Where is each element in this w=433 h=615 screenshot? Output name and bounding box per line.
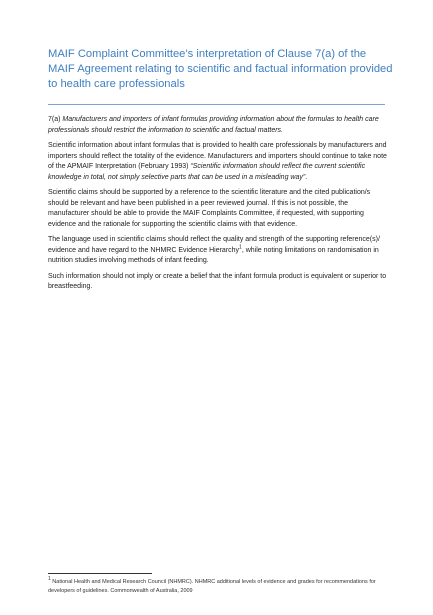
- paragraph-totality-text: Scientific information about infant formulas that is provided to health care professionals by manufacturers and importers should reflect the totality of the evidence. Manufacturers and importers should continue to take note of the APMAIF Interpretation (February 1993): [48, 142, 387, 170]
- document-body: [48, 115, 388, 298]
- clause-number: 7(a): [48, 116, 63, 123]
- paragraph-totality-end: .: [305, 173, 308, 181]
- footnote-text: National Health and Medical Research Council (NHMRC). NHMRC additional levels of evidence and grades for recommendations for developers of guidelines. Commonwealth of Australia, 2009: [48, 579, 376, 594]
- footnote-divider: [48, 573, 152, 574]
- footnote-reference[interactable]: 1: [239, 244, 242, 251]
- paragraph-claims: Scientific claims should be supported by a reference to the scientific literature and the cited publication/s should be relevant and have been published in a peer reviewed journal. If this is not possible, the manufacturer should be able to provide the MAIF Complaints Committee, if requested, with supporting evidence and the rationale for supporting the scientific claims with that evidence.: [48, 189, 371, 228]
- clause-paragraph: [48, 115, 388, 136]
- apmaif-quote: “Scientific information should reflect the current scientific knowledge in total, not simply selective parts that can be used in a misleading way”: [48, 163, 366, 181]
- footnote: [48, 578, 393, 596]
- paragraph-language-before: The language used in scientific claims should reflect the quality and strength of the supporting reference(s)/ evidence and have regard to the NHMRC Evidence Hierarchy: [48, 236, 380, 254]
- paragraph-totality: [48, 141, 388, 183]
- paragraph-language: [48, 235, 388, 267]
- paragraph-language-after: , while noting limitations on randomisation in nutrition studies involving methods of infant feeding.: [48, 246, 379, 264]
- paragraph-breastfeeding: Such information should not imply or create a belief that the infant formula product is equivalent or superior to breastfeeding.: [48, 272, 387, 290]
- clause-text: Manufacturers and importers of infant formulas providing information about the formulas to health care professionals should restrict the information to scientific and factual matters.: [48, 116, 379, 134]
- title-divider: [48, 104, 385, 105]
- document-title: MAIF Complaint Committee’s interpretation of Clause 7(a) of the MAIF Agreement relating to scientific and factual information provided to health care professionals: [48, 48, 393, 90]
- footnote-marker: 1: [48, 576, 51, 583]
